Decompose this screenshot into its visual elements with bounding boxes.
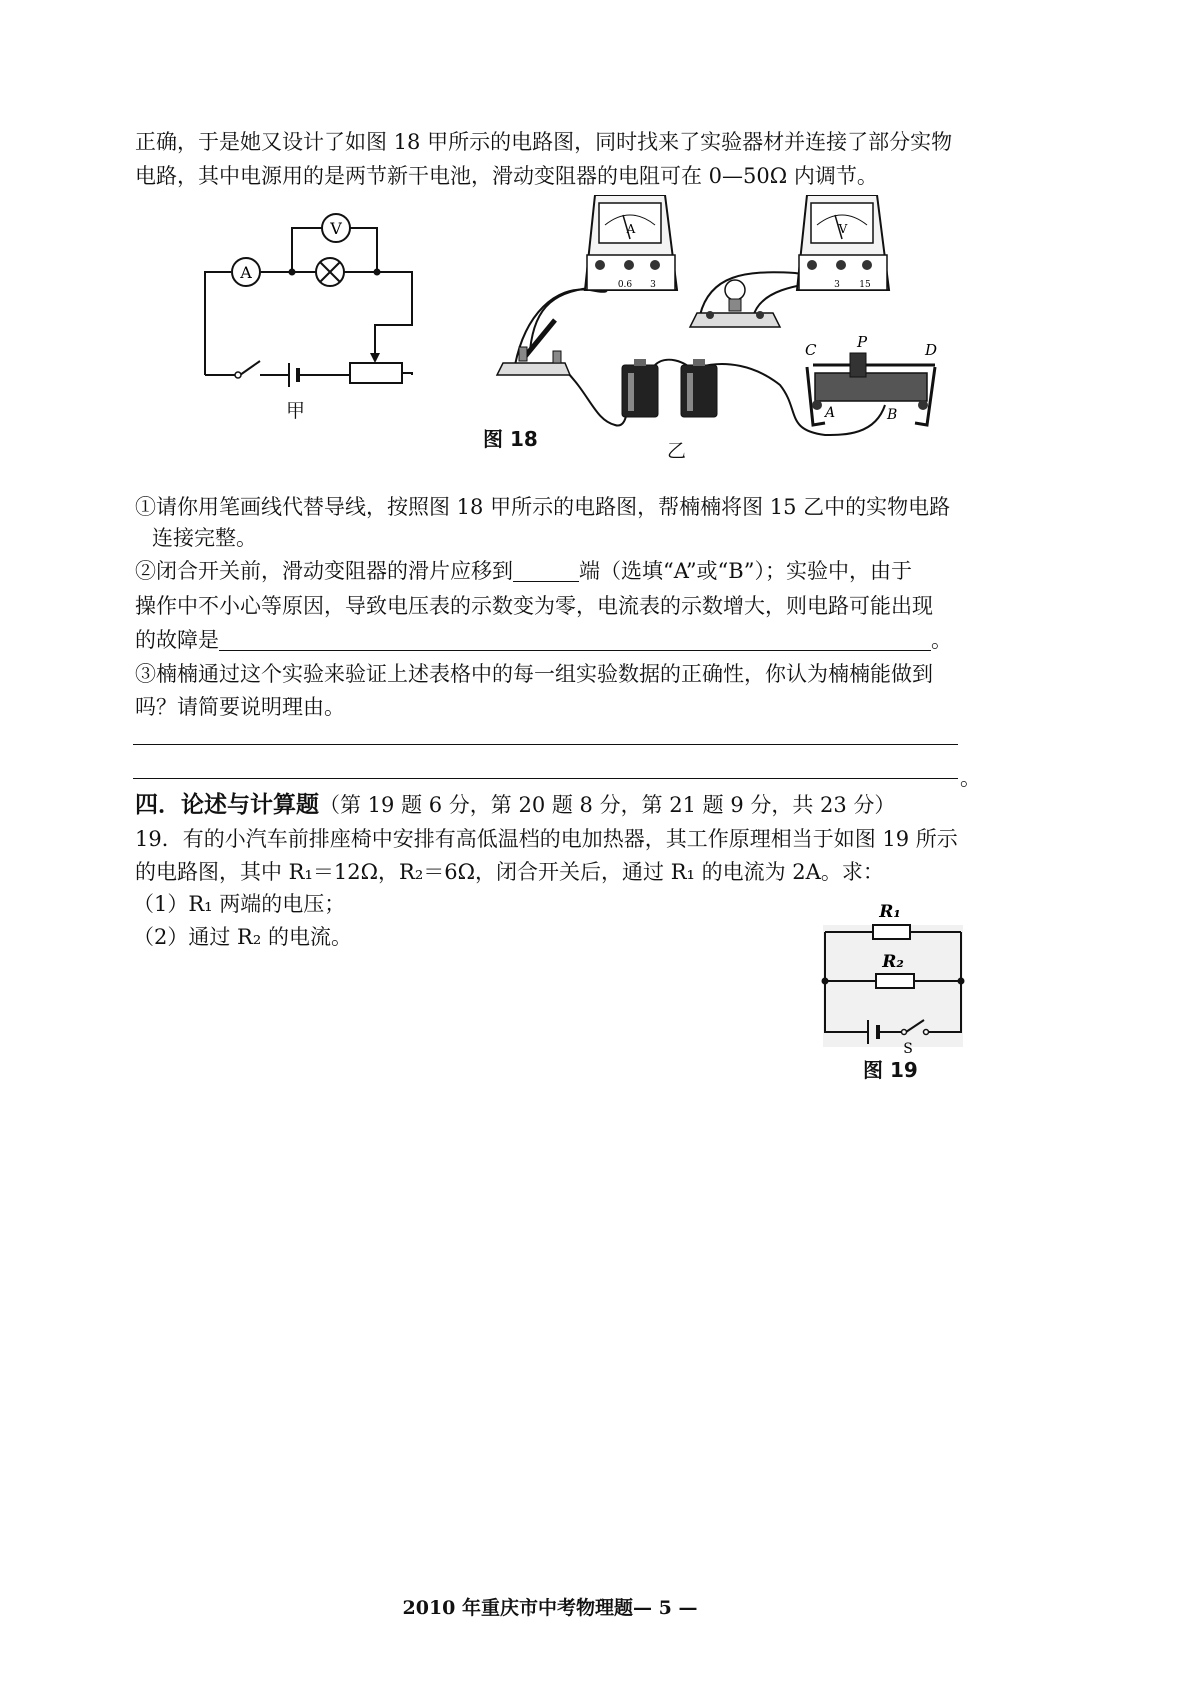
q1-line-2: 连接完整。 xyxy=(152,526,257,550)
q2-line-1 xyxy=(135,553,912,589)
section-4-heading xyxy=(135,787,895,823)
voltmeter-scale-3: 3 xyxy=(834,280,840,290)
rheostat-label-a: A xyxy=(825,405,836,421)
q19-line-2: 的电路图，其中 R₁＝12Ω，R₂＝6Ω，闭合开关后，通过 R₁ 的电流为 2A。求： xyxy=(135,860,884,884)
battery-2 xyxy=(681,359,717,417)
voltmeter-symbol: V xyxy=(330,219,342,238)
figure-18-label-jia: 甲 xyxy=(286,400,306,422)
section-4-note: （第 19 题 6 分，第 20 题 8 分，第 21 题 9 分，共 23 分） xyxy=(319,793,896,817)
q19-sub-1: （1）R₁ 两端的电压； xyxy=(133,892,346,916)
ammeter-symbol: A xyxy=(240,263,252,282)
figure-19-switch-label: S xyxy=(903,1041,913,1055)
section-4-title: 四．论述与计算题 xyxy=(135,792,319,818)
q2-fault-blank[interactable] xyxy=(219,628,931,651)
figure-18-circuit-diagram xyxy=(190,205,430,425)
answer-line-1[interactable] xyxy=(133,744,958,745)
q2-line-1-pre: ②闭合开关前，滑动变阻器的滑片应移到 xyxy=(135,559,513,583)
figure-19-circuit xyxy=(818,895,968,1055)
q3-line-1: ③楠楠通过这个实验来验证上述表格中的每一组实验数据的正确性，你认为楠楠能做到 xyxy=(135,662,933,686)
figure-18-caption: 图 18 xyxy=(483,427,538,451)
page-footer: 2010 年重庆市中考物理题— 5 — xyxy=(402,1597,698,1619)
figure-19-r1-label: R₁ xyxy=(879,902,901,922)
voltmeter-face-symbol: V xyxy=(838,222,848,236)
ammeter-scale-0-6: 0.6 xyxy=(617,280,633,290)
battery-1 xyxy=(622,359,658,417)
q1-line-1: ①请你用笔画线代替导线，按照图 18 甲所示的电路图，帮楠楠将图 15 乙中的实物电路 xyxy=(135,495,951,519)
rheostat-label-b: B xyxy=(887,407,898,423)
intro-line-2: 电路，其中电源用的是两节新干电池，滑动变阻器的电阻可在 0—50Ω 内调节。 xyxy=(135,164,878,188)
q19-line-1: 19．有的小汽车前排座椅中安排有高低温档的电加热器，其工作原理相当于如图 19 所示 xyxy=(135,827,958,851)
voltmeter-scale-15: 15 xyxy=(859,280,871,290)
answer-end-mark: 。 xyxy=(960,766,981,790)
q2-line-3 xyxy=(135,622,952,658)
q2-line-1-post: 端（选填“A”或“B”）；实验中，由于 xyxy=(579,559,912,583)
figure-18-apparatus xyxy=(495,195,955,465)
intro-line-1: 正确，于是她又设计了如图 18 甲所示的电路图，同时找来了实验器材并连接了部分实物 xyxy=(135,130,953,154)
answer-line-2[interactable] xyxy=(133,778,958,779)
rheostat-label-d: D xyxy=(925,341,938,359)
voltmeter-device xyxy=(797,195,889,290)
ammeter-face-symbol: A xyxy=(626,222,636,236)
q2-line-3-text: 的故障是 xyxy=(135,628,219,652)
ammeter-scale-3: 3 xyxy=(650,280,656,290)
figure-19-r2-label: R₂ xyxy=(882,952,904,972)
figure-18-label-yi: 乙 xyxy=(667,440,687,462)
q19-sub-2: （2）通过 R₂ 的电流。 xyxy=(133,925,352,949)
rheostat-label-c: C xyxy=(805,341,817,359)
figure-19-caption: 图 19 xyxy=(863,1058,918,1082)
q2-line-2: 操作中不小心等原因，导致电压表的示数变为零，电流表的示数增大，则电路可能出现 xyxy=(135,594,933,618)
q2-end-blank[interactable] xyxy=(513,559,579,582)
ammeter-device xyxy=(585,195,677,290)
q3-line-2: 吗？请简要说明理由。 xyxy=(135,695,345,719)
rheostat-label-p: P xyxy=(857,333,868,351)
q2-line-3-end: 。 xyxy=(931,628,952,652)
